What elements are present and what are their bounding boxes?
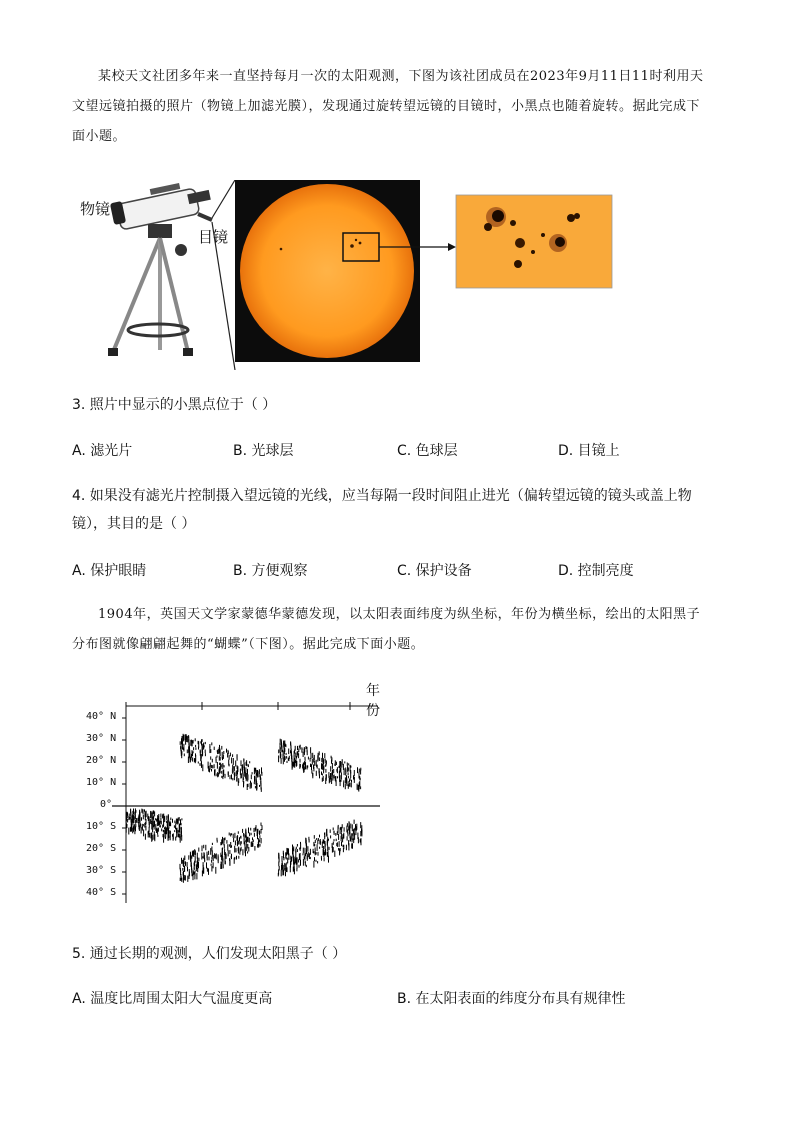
question-5-stem: 5. 通过长期的观测，人们发现太阳黑子（ ）: [72, 946, 347, 962]
sun-disk: [240, 184, 414, 358]
ytick-40s: 40° S: [86, 887, 117, 898]
ytick-20n: 20° N: [86, 755, 117, 766]
telescope-icon: [108, 183, 212, 356]
eyepiece-label: 目镜: [198, 228, 229, 246]
butterfly-plot: [82, 678, 392, 910]
q4-option-c[interactable]: C. 保护设备: [397, 563, 472, 579]
telescope-illustration: [78, 180, 638, 370]
objective-label: 物镜: [80, 200, 111, 218]
q3-option-b[interactable]: B. 光球层: [233, 443, 294, 459]
passage-1: 某校天文社团多年来一直坚持每月一次的太阳观测，下图为该社团成员在2023年9月11日11时利用天文望远镜拍摄的照片（物镜上加滤光膜），发现通过旋转望远镜的目镜时，小黑点也随着旋转。据此完成下面小题。: [72, 69, 704, 144]
q4-option-d[interactable]: D. 控制亮度: [558, 563, 634, 579]
q3-option-d[interactable]: D. 目镜上: [558, 443, 620, 459]
ytick-30n: 30° N: [86, 733, 117, 744]
passage-2: 1904年，英国天文学家蒙德华蒙德发现，以太阳表面纬度为纵坐标，年份为横坐标，绘出的太阳黑子分布图就像翩翩起舞的“蝴蝶”（下图）。据此完成下面小题。: [72, 607, 701, 652]
q5-option-a[interactable]: A. 温度比周围太阳大气温度更高: [72, 991, 273, 1007]
ytick-30s: 30° S: [86, 865, 117, 876]
ytick-10n: 10° N: [86, 777, 117, 788]
question-3-stem: 3. 照片中显示的小黑点位于（ ）: [72, 397, 277, 413]
sunspot-zoom: [456, 195, 612, 288]
q5-option-b[interactable]: B. 在太阳表面的纬度分布具有规律性: [397, 991, 626, 1007]
ytick-10s: 10° S: [86, 821, 117, 832]
butterfly-diagram: [82, 678, 392, 910]
ytick-0: 0°: [100, 799, 113, 810]
ytick-40n: 40° N: [86, 711, 117, 722]
question-4-stem: 4. 如果没有滤光片控制摄入望远镜的光线，应当每隔一段时间阻止进光（偏转望远镜的镜头或盖上物镜），其目的是（ ）: [72, 488, 692, 532]
q3-option-a[interactable]: A. 滤光片: [72, 443, 133, 459]
q3-option-c[interactable]: C. 色球层: [397, 443, 458, 459]
ytick-20s: 20° S: [86, 843, 117, 854]
year-axis-label: 年份: [366, 683, 380, 719]
telescope-sun-figure: [78, 180, 638, 370]
q4-option-a[interactable]: A. 保护眼睛: [72, 563, 147, 579]
q4-option-b[interactable]: B. 方便观察: [233, 563, 308, 579]
